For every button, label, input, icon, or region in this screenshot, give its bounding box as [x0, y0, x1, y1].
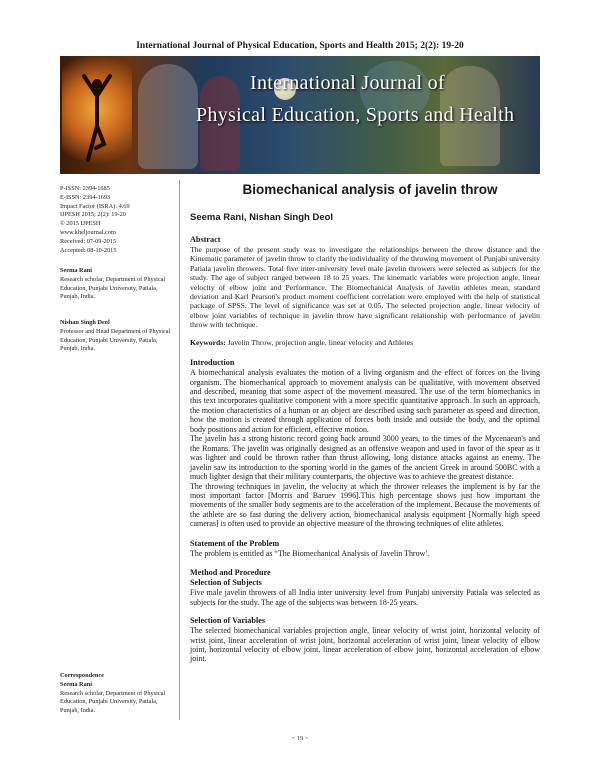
keywords [190, 338, 540, 347]
article-metadata [60, 185, 175, 255]
subjects-text: Five male javelin throwers of all India inter university level from Punjabi university Patiala was selected as subjects for the study. The age of the subjects was between 18-25 years. [190, 588, 540, 607]
article-authors: Seema Rani, Nishan Singh Deol [190, 212, 334, 223]
journal-reference: International Journal of Physical Education, Sports and Health 2015; 2(2): 19-20 [136, 41, 464, 51]
keywords-label: Keywords: [190, 337, 226, 347]
keywords-text: Javelin Throw, projection angle, linear velocity and Athletes [227, 337, 414, 347]
meta-line: IJPESH 2015; 2(2): 19-20 [60, 211, 126, 219]
author-affiliation: Research scholar, Department of Physical Education, Punjabi University, Patiala, Punjab, India. [60, 275, 166, 301]
meta-line: © 2015 IJPESH [60, 220, 101, 228]
author-2-info [60, 319, 175, 354]
banner-title-line1: International Journal of [250, 72, 445, 94]
subjects-heading: Selection of Subjects [190, 578, 262, 588]
method-heading: Method and Procedure [190, 568, 271, 578]
article-body [190, 182, 540, 664]
banner-title-line2: Physical Education, Sports and Health [196, 104, 515, 126]
correspondence-info [60, 672, 175, 716]
journal-banner [60, 56, 540, 174]
variables-heading: Selection of Variables [190, 616, 266, 626]
author-name: Seema Rani [60, 680, 93, 688]
introduction-paragraph: The throwing techniques in javelin, the velocity at which the thrower releases the implement is by far the most important factor [Morris and Baruev 1996].This high percentage shows just how important the movements of the smaller body segments are to the acceleration of the implement. Because the movements of the athlete are so fast during the delivery action, biomechanical analysis equipment [Normally high speed cameras] is often used to provide an objective measure of the throwing techniques of elite athletes. [190, 481, 540, 529]
author-name: Seema Rani [60, 267, 93, 274]
article-title: Biomechanical analysis of javelin throw [242, 182, 498, 197]
athlete-image [138, 64, 198, 169]
introduction-paragraph: A biomechanical analysis evaluates the motion of a living organism and the effect of forces on the living organism. The biomechanical approach to movement analysis can be qualitative, with movement observed and described, meaning that some aspect of the movement measured. The use of the term biomechanics in this text incorporates qualitative component with a more specific quantitative approach. In such an approach, the motion characteristics of a human or an object are described using such parameter as speed and direction, how the motion is created through application of forces both inside and outside the body, and the optimal body positions and action for efficient, effective motion. [190, 368, 540, 434]
meta-line: Received: 07-09-2015 [60, 237, 117, 245]
page-number: ~ 19 ~ [291, 735, 309, 742]
author-affiliation: Professor and Head Department of Physical Education, Punjabi University, Patiala, Punjab, India. [60, 327, 171, 353]
abstract-text: The purpose of the present study was to investigate the relationships between the throw distance and the Kinematic parameter of javelin throw to clarify the individuality of the throwing movement of Punjabi university Patiala javelin throwers. Total five inter-university level male javelin throwers were selected as subjects for the study. The age of subject ranged between 18 to 25 years. The kinematic variables were projection angle, linear velocity of elbow joint and Performance. The Biomechanical Analysis of Javelin athletes mean, standard deviation and Karl Pearson's product moment coefficient correlation were employed with the help of statistical package of SPSS. The level of significance was set at 0.05. The selected projection angle, linear velocity of elbow joint variables of technique in javelin throw have significant relationship with performance of javelin throw with technique. [190, 245, 540, 330]
yoga-silhouette-icon [74, 66, 120, 166]
meta-line: P-ISSN: 2394-1685 [60, 185, 110, 192]
problem-text: The problem is entitled as “The Biomechanical Analysis of Javelin Throw’. [190, 548, 430, 558]
problem-heading: Statement of the Problem [190, 538, 280, 548]
author-1-info [60, 267, 175, 302]
author-affiliation: Research scholar, Department of Physical Education, Punjabi University, Patiala, Punjab, India. [60, 689, 166, 715]
meta-line: Accepted: 08-10-2015 [60, 246, 117, 254]
meta-link[interactable]: www.kheljournal.com [60, 228, 116, 236]
introduction-heading: Introduction [190, 358, 235, 368]
variables-text: The selected biomechanical variables projection angle, linear velocity of wrist joint, horizontal velocity of wrist joint, linear acceleration of wrist joint, horizontal acceleration of wrist joint, linear velocity of elbow joint, horizontal velocity of elbow joint, linear acceleration of elbow joint, horizontal acceleration of elbow joint. [190, 626, 540, 664]
abstract-heading: Abstract [190, 235, 221, 244]
meta-line: E-ISSN: 2394-1693 [60, 193, 111, 201]
introduction-paragraph: The javelin has a strong historic record going back around 3000 years, to the times of the Mycenaean's and the Romans. The javelin was originally designed as an offensive weapon and used in favor of the spear as it was lighter and could be thrown rather than thrust allowing, long distance attacks against an enemy. The javelin saw its introduction to the sporting world in the games of the ancient Greek in around 500BC with a much lighter design that their military counterparts, the objective was to achieve the greatest distance. [190, 434, 540, 482]
correspondence-label: Correspondence [60, 672, 104, 679]
author-name: Nishan Singh Deol [60, 319, 110, 326]
meta-line: Impact Factor (ISRA): 4.69 [60, 202, 130, 210]
column-divider [179, 180, 180, 720]
